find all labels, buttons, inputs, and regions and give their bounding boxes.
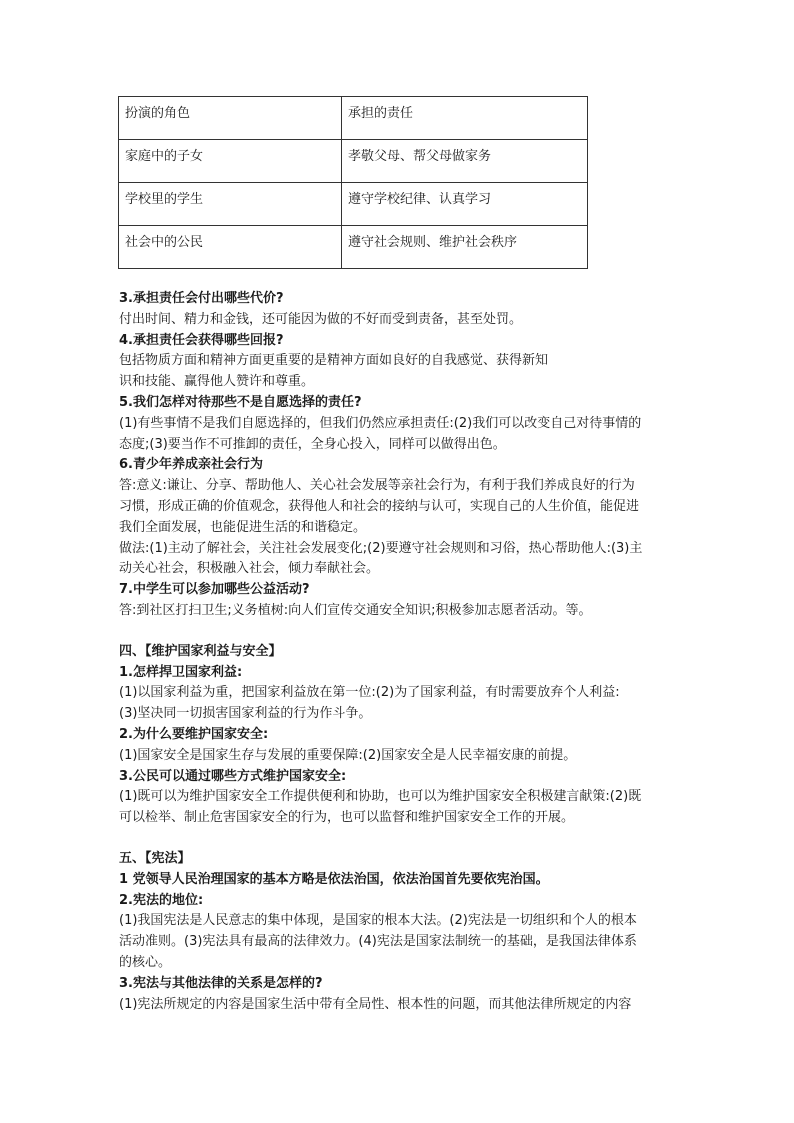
table-cell: 遵守学校纪律、认真学习 xyxy=(342,183,588,226)
document-body xyxy=(119,289,679,1015)
answer-text: 态度;(3)要当作不可推卸的责任，全身心投入，同样可以做得出色。 xyxy=(119,436,506,452)
question-heading: 3.公民可以通过哪些方式维护国家安全: xyxy=(119,768,347,784)
answer-text: 习惯，形成正确的价值观念，获得他人和社会的接纳与认可，实现自己的人生价值，能促进 xyxy=(119,498,640,514)
question-heading: 6.青少年养成亲社会行为 xyxy=(119,457,263,473)
table-row xyxy=(119,226,588,269)
table-row xyxy=(119,183,588,226)
table-row xyxy=(119,140,588,183)
table-cell: 承担的责任 xyxy=(342,97,588,140)
question-heading: 1.怎样捍卫国家利益: xyxy=(119,664,243,680)
answer-text: (3)坚决同一切损害国家利益的行为作斗争。 xyxy=(119,706,372,722)
roles-responsibilities-table xyxy=(118,96,588,269)
section-heading: 四、【维护国家利益与安全】 xyxy=(119,643,282,659)
section-spacer xyxy=(119,622,679,642)
answer-text: 的核心。 xyxy=(119,954,172,970)
table-cell: 学校里的学生 xyxy=(119,183,342,226)
answer-text: 活动准则。(3)宪法具有最高的法律效力。(4)宪法是国家法制统一的基础，是我国法律体系 xyxy=(119,934,637,950)
question-heading: 1 党领导人民治理国家的基本方略是依法治国，依法治国首先要依宪治国。 xyxy=(119,871,549,887)
question-heading: 3.宪法与其他法律的关系是怎样的? xyxy=(119,975,323,991)
question-heading: 4.承担责任会获得哪些回报? xyxy=(119,332,284,348)
table-cell: 遵守社会规则、维护社会秩序 xyxy=(342,226,588,269)
answer-text: 动关心社会，积极融入社会，倾力奉献社会。 xyxy=(119,561,380,577)
table-cell: 家庭中的子女 xyxy=(119,140,342,183)
answer-text: 可以检举、制止危害国家安全的行为，也可以监督和维护国家安全工作的开展。 xyxy=(119,810,575,826)
question-heading: 5.我们怎样对待那些不是自愿选择的责任? xyxy=(119,394,362,410)
answer-text: 付出时间、精力和金钱，还可能因为做的不好而受到责备，甚至处罚。 xyxy=(119,311,523,327)
question-heading: 7.中学生可以参加哪些公益活动? xyxy=(119,582,310,598)
table-cell: 孝敬父母、帮父母做家务 xyxy=(342,140,588,183)
section-spacer xyxy=(119,829,679,849)
answer-text: 识和技能、赢得他人赞许和尊重。 xyxy=(119,374,315,390)
answer-text: 做法:(1)主动了解社会，关注社会发展变化;(2)要遵守社会规则和习俗，热心帮助他人:(3)主 xyxy=(119,540,643,556)
section-heading: 五、【宪法】 xyxy=(119,850,191,866)
answer-text: (1)既可以为维护国家安全工作提供便利和协助，也可以为维护国家安全积极建言献策:(2)既 xyxy=(119,789,642,805)
answer-text: (1)宪法所规定的内容是国家生活中带有全局性、根本性的问题，而其他法律所规定的内容 xyxy=(119,996,632,1012)
answer-text: 答:到社区打扫卫生;义务植树:向人们宣传交通安全知识;积极参加志愿者活动。等。 xyxy=(119,602,592,618)
table-cell: 社会中的公民 xyxy=(119,226,342,269)
question-heading: 2.为什么要维护国家安全: xyxy=(119,726,269,742)
answer-text: 答:意义:谦让、分享、帮助他人、关心社会发展等亲社会行为，有利于我们养成良好的行为 xyxy=(119,478,635,494)
question-heading: 3.承担责任会付出哪些代价? xyxy=(119,291,284,306)
answer-text: 我们全面发展，也能促进生活的和谐稳定。 xyxy=(119,519,367,535)
answer-text: (1)以国家利益为重，把国家利益放在第一位:(2)为了国家利益，有时需要放弃个人利益: xyxy=(119,685,620,701)
table-cell: 扮演的角色 xyxy=(119,97,342,140)
answer-text: (1)有些事情不是我们自愿选择的，但我们仍然应承担责任:(2)我们可以改变自己对待事情的 xyxy=(119,415,642,431)
answer-text: (1)国家安全是国家生存与发展的重要保障:(2)国家安全是人民幸福安康的前提。 xyxy=(119,747,577,763)
answer-text: 包括物质方面和精神方面更重要的是精神方面如良好的自我感觉、获得新知 xyxy=(119,353,549,369)
table-header-row xyxy=(119,97,588,140)
answer-text: (1)我国宪法是人民意志的集中体现，是国家的根本大法。(2)宪法是一切组织和个人的根本 xyxy=(119,913,637,929)
question-heading: 2.宪法的地位: xyxy=(119,892,204,908)
